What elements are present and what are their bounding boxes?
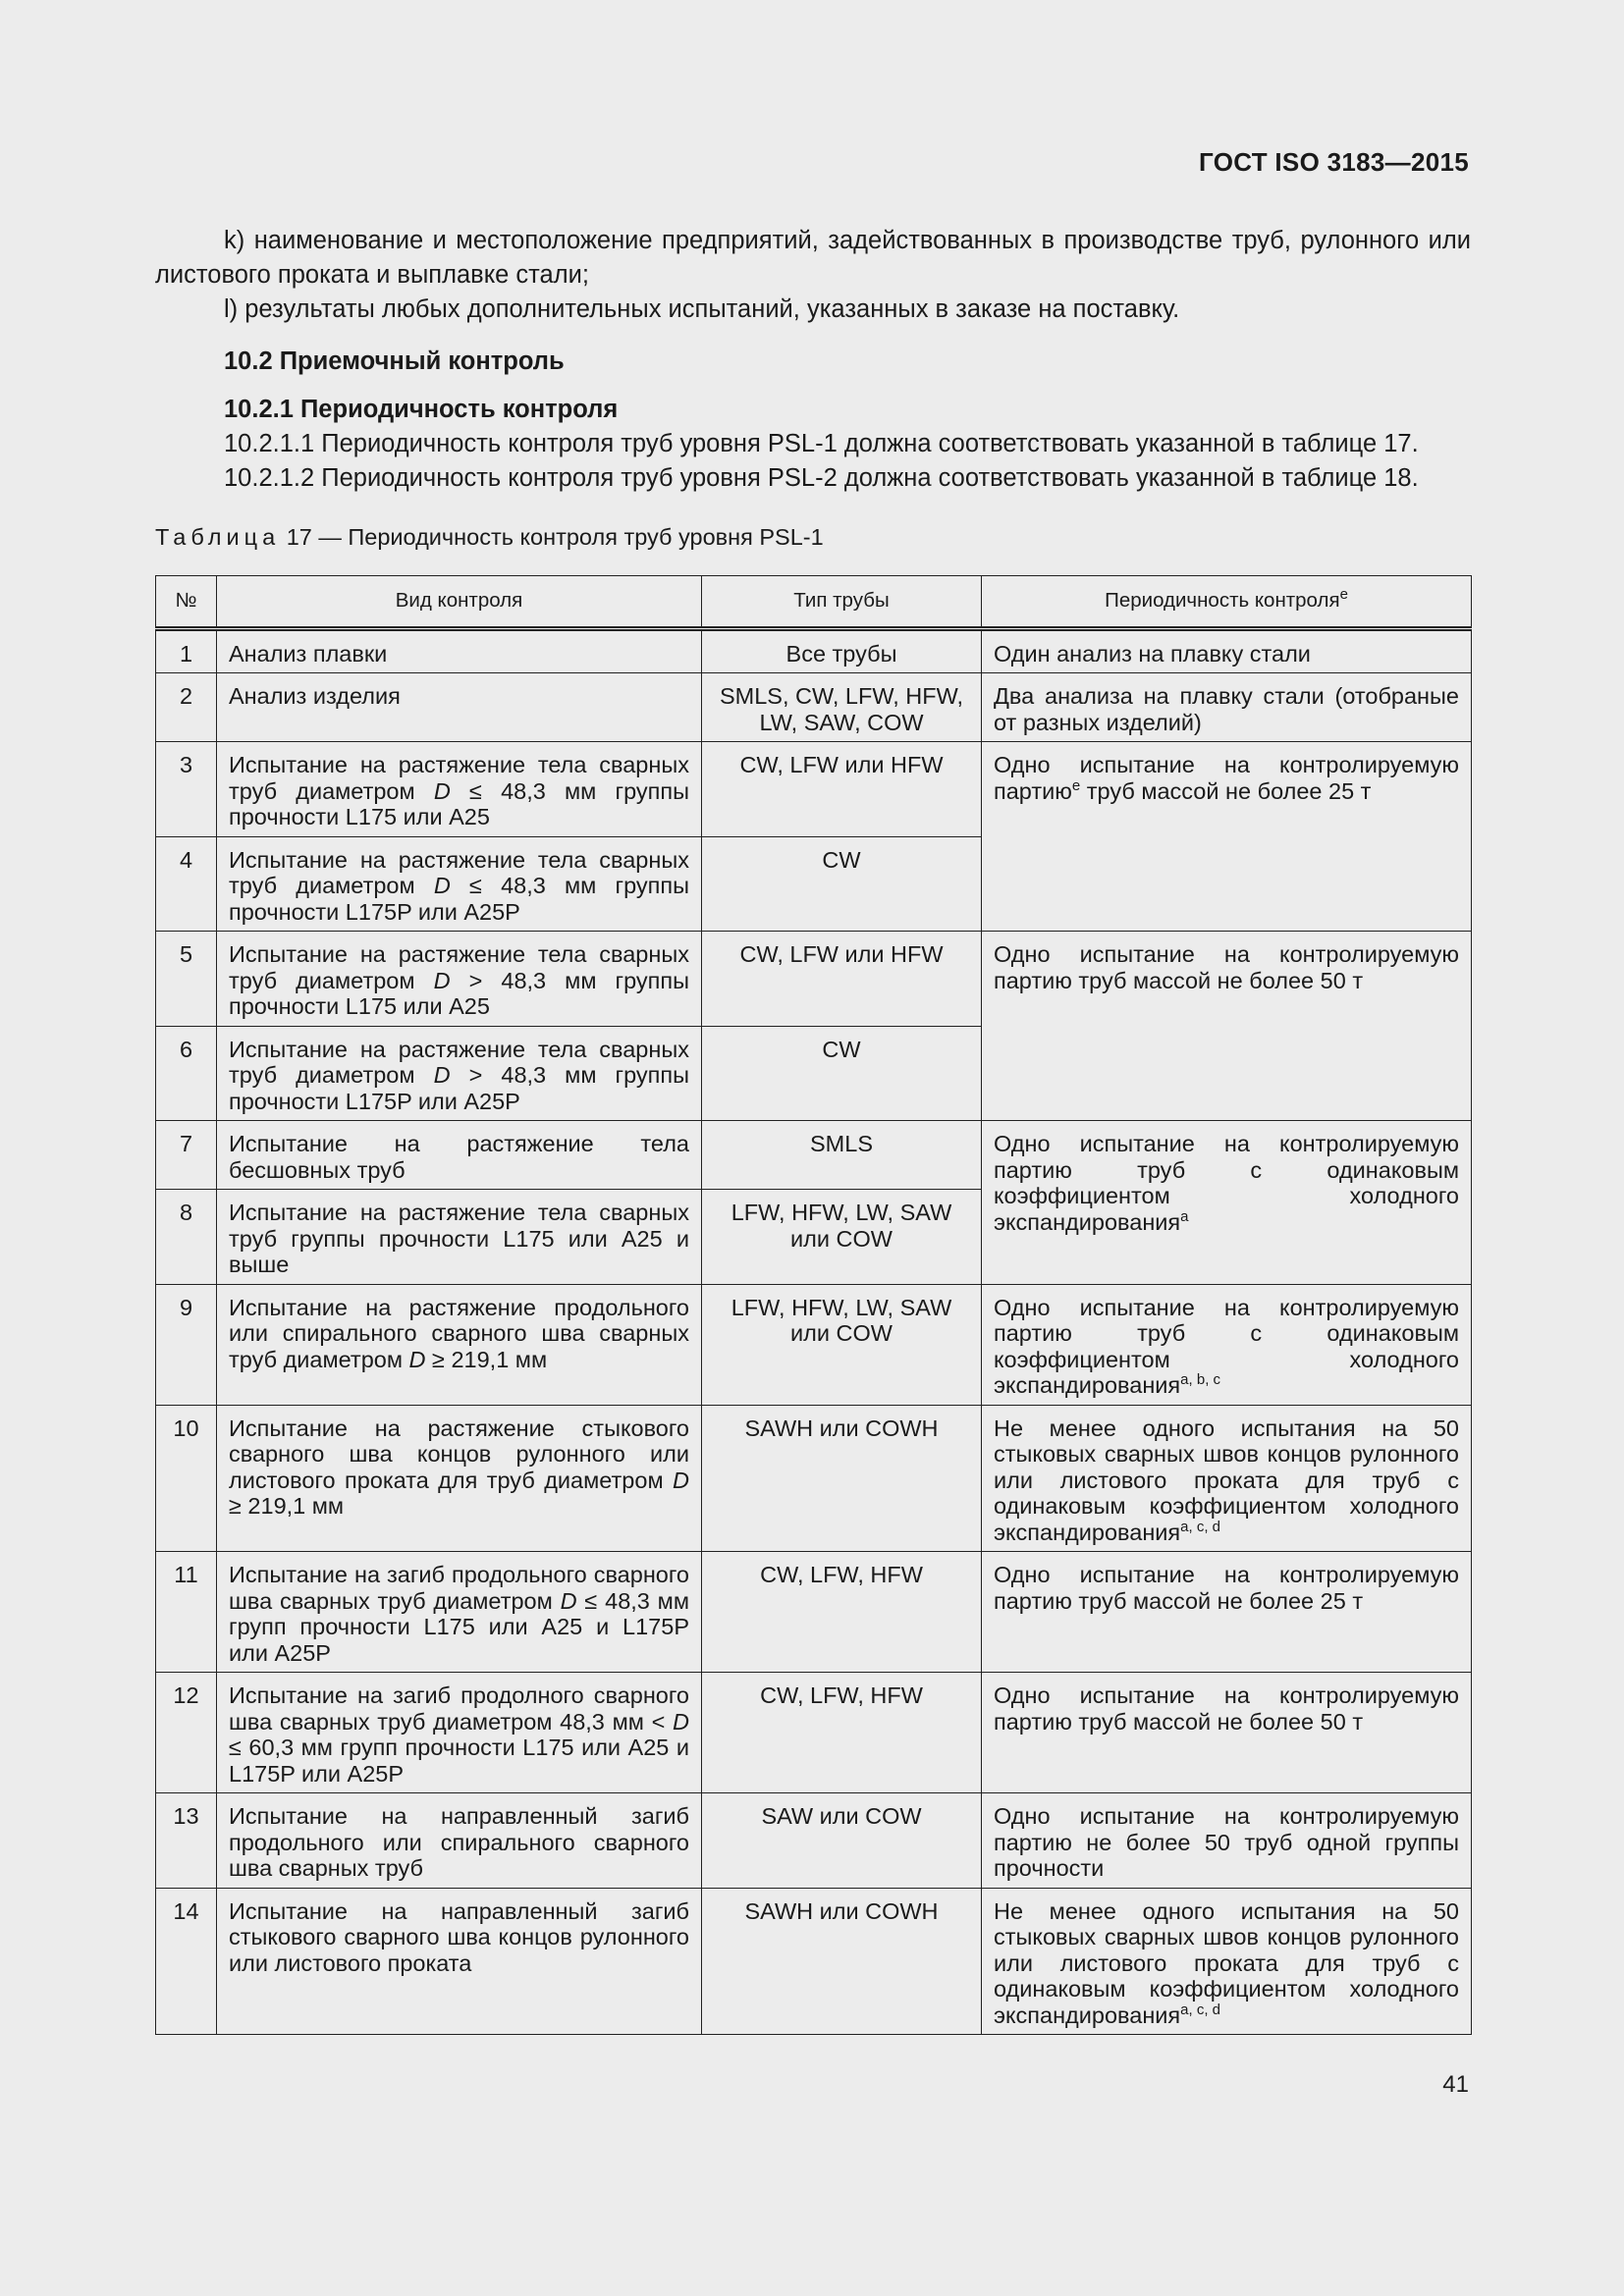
row-kind: Анализ изделия [217,673,702,742]
row-type: CW, LFW, HFW [702,1552,982,1673]
kind-text: Испытание на загиб продолного сварного шва сварных труб диаметром 48,3 мм < [229,1682,689,1735]
row-type: CW, LFW, HFW [702,1673,982,1793]
row-type: CW [702,836,982,932]
period-text: Одно испытание на контролируемую партию труб с одинаковым коэффициентом холодного экспандирования [994,1131,1459,1235]
kind-text: ≤ 48,3 мм групп прочности L175 или A25 и L175P или A25P [229,1587,689,1666]
row-kind [217,836,702,932]
row-num: 10 [156,1405,217,1552]
kind-var: D [673,1467,689,1493]
period-text: Не менее одного испытания на 50 стыковых сварных швов концов рулонного или листового проката для труб с одинаковым коэффициентом холодного экспандирования [994,1897,1459,2028]
row-type: CW, LFW или HFW [702,932,982,1027]
row-type: SAWH или COWH [702,1888,982,2035]
table-row [156,628,1472,673]
row-period [982,742,1472,932]
row-kind [217,1026,702,1121]
period-text: Одно испытание на контролируемую партию труб с одинаковым коэффициентом холодного экспандирования [994,1294,1459,1398]
row-kind [217,1284,702,1405]
header-kind: Вид контроля [217,576,702,629]
kind-text: ≤ 48,3 мм группы прочности L175P или A25P [229,873,689,925]
paragraph-10-2-1-1: 10.2.1.1 Периодичность контроля труб уровня PSL-1 должна соответствовать указанной в таблице 17. [224,430,1419,457]
row-type: LFW, HFW, LW, SAW или COW [702,1284,982,1405]
table-row [156,1121,1472,1190]
row-num: 3 [156,742,217,837]
period-footnote: a, b, c [1180,1371,1221,1389]
row-kind: Анализ плавки [217,628,702,673]
row-num: 8 [156,1190,217,1285]
period-footnote: a, c, d [1180,1518,1221,1535]
period-footnote: e [1071,776,1081,794]
table-row [156,742,1472,837]
row-num: 13 [156,1793,217,1889]
kind-var: D [408,1346,426,1372]
row-type: Все трубы [702,628,982,673]
row-num: 2 [156,673,217,742]
row-kind [217,1552,702,1673]
row-type: SMLS [702,1121,982,1190]
paragraph-k: k) наименование и местоположение предприятий, задействованных в производстве труб, рулонного или листового проката и выплавке стали; [155,227,1471,289]
row-period: Одно испытание на контролируемую партию не более 50 труб одной группы прочности [982,1793,1472,1889]
kind-text: Испытание на растяжение тела сварных труб диаметром [229,752,689,804]
kind-var: D [433,873,451,898]
row-type: SAW или COW [702,1793,982,1889]
row-period: Одно испытание на контролируемую партию труб массой не более 50 т [982,1673,1472,1793]
kind-text: > 48,3 мм группы прочности L175 или A25 [229,967,689,1019]
kind-var: D [433,1062,451,1088]
row-period [982,1284,1472,1405]
row-period: Один анализ на плавку стали [982,628,1472,673]
table-row [156,1405,1472,1552]
table-row [156,932,1472,1027]
kind-text: Испытание на растяжение стыкового сварного шва концов рулонного или листового проката для труб диаметром [229,1415,689,1493]
table-row [156,673,1472,742]
kind-text: ≥ 219,1 мм [229,1493,345,1519]
row-kind [217,932,702,1027]
row-num: 11 [156,1552,217,1673]
row-type: LFW, HFW, LW, SAW или COW [702,1190,982,1285]
table-row [156,1673,1472,1793]
kind-text: ≥ 219,1 мм [425,1346,548,1372]
row-num: 1 [156,628,217,673]
row-num: 7 [156,1121,217,1190]
section-heading-10-2-1: 10.2.1 Периодичность контроля [224,396,619,423]
table-row [156,1888,1472,2035]
kind-var: D [433,967,451,993]
period-text: Не менее одного испытания на 50 стыковых сварных швов концов рулонного или листового проката для труб с одинаковым коэффициентом холодного экспандирования [994,1415,1459,1545]
kind-text: Испытание на растяжение продольного или спирального сварного шва сварных труб диаметром [229,1294,689,1372]
row-num: 6 [156,1026,217,1121]
table-row [156,1284,1472,1405]
page-number: 41 [1442,2071,1469,2098]
paragraph-l: l) результаты любых дополнительных испытаний, указанных в заказе на поставку. [224,295,1180,323]
table-row [156,1793,1472,1889]
document-header: ГОСТ ISO 3183—2015 [1199,147,1469,177]
row-kind: Испытание на направленный загиб продольного или спирального сварного шва сварных труб [217,1793,702,1889]
row-type: SAWH или COWH [702,1405,982,1552]
period-text: труб массой не более 25 т [1080,777,1372,804]
kind-text: ≤ 48,3 мм группы прочности L175 или A25 [229,777,689,829]
row-kind [217,742,702,837]
row-period [982,1121,1472,1285]
row-type: CW [702,1026,982,1121]
kind-text: ≤ 60,3 мм групп прочности L175 или A25 и L175P или A25P [229,1735,689,1787]
row-num: 4 [156,836,217,932]
body-text [155,224,1471,496]
kind-text: Испытание на растяжение тела сварных труб диаметром [229,846,689,898]
header-type: Тип трубы [702,576,982,629]
row-period [982,1888,1472,2035]
row-num: 14 [156,1888,217,2035]
table-caption-word: Таблица [155,524,281,550]
header-period-label: Периодичность контроля [1105,589,1340,612]
row-period: Одно испытание на контролируемую партию труб массой не более 50 т [982,932,1472,1121]
kind-var: D [673,1708,689,1735]
table-caption-text: 17 — Периодичность контроля труб уровня PSL-1 [286,524,824,550]
row-kind: Испытание на направленный загиб стыкового сварного шва концов рулонного или листового проката [217,1888,702,2035]
row-type: SMLS, CW, LFW, HFW, LW, SAW, COW [702,673,982,742]
row-kind: Испытание на растяжение тела сварных труб группы прочности L175 или A25 и выше [217,1190,702,1285]
row-num: 9 [156,1284,217,1405]
inspection-frequency-table [155,575,1472,2035]
row-period: Одно испытание на контролируемую партию труб массой не более 25 т [982,1552,1472,1673]
section-heading-10-2: 10.2 Приемочный контроль [224,347,565,375]
header-num: № [156,576,217,629]
row-num: 12 [156,1673,217,1793]
row-type: CW, LFW или HFW [702,742,982,837]
kind-text: Испытание на растяжение тела сварных труб диаметром [229,1036,689,1088]
row-kind [217,1673,702,1793]
table-header-row [156,576,1472,629]
table-caption [155,524,824,551]
header-period [982,576,1472,629]
kind-text: > 48,3 мм группы прочности L175P или A25P [229,1062,689,1114]
kind-var: D [433,777,451,804]
row-period: Два анализа на плавку стали (отобраные от разных изделий) [982,673,1472,742]
period-footnote: a [1180,1207,1189,1225]
table-row [156,1552,1472,1673]
row-kind: Испытание на растяжение тела бесшовных труб [217,1121,702,1190]
kind-text: Испытание на загиб продольного сварного шва сварных труб диаметром [229,1562,689,1614]
kind-text: Испытание на растяжение тела сварных труб диаметром [229,941,689,993]
row-kind [217,1405,702,1552]
row-num: 5 [156,932,217,1027]
period-footnote: a, c, d [1180,2001,1221,2018]
period-text: Одно испытание на контролируемую партию [994,752,1459,804]
paragraph-10-2-1-2: 10.2.1.2 Периодичность контроля труб уровня PSL-2 должна соответствовать указанной в таблице 18. [224,464,1419,492]
row-period [982,1405,1472,1552]
header-period-footnote: e [1339,586,1348,604]
kind-var: D [560,1587,577,1614]
